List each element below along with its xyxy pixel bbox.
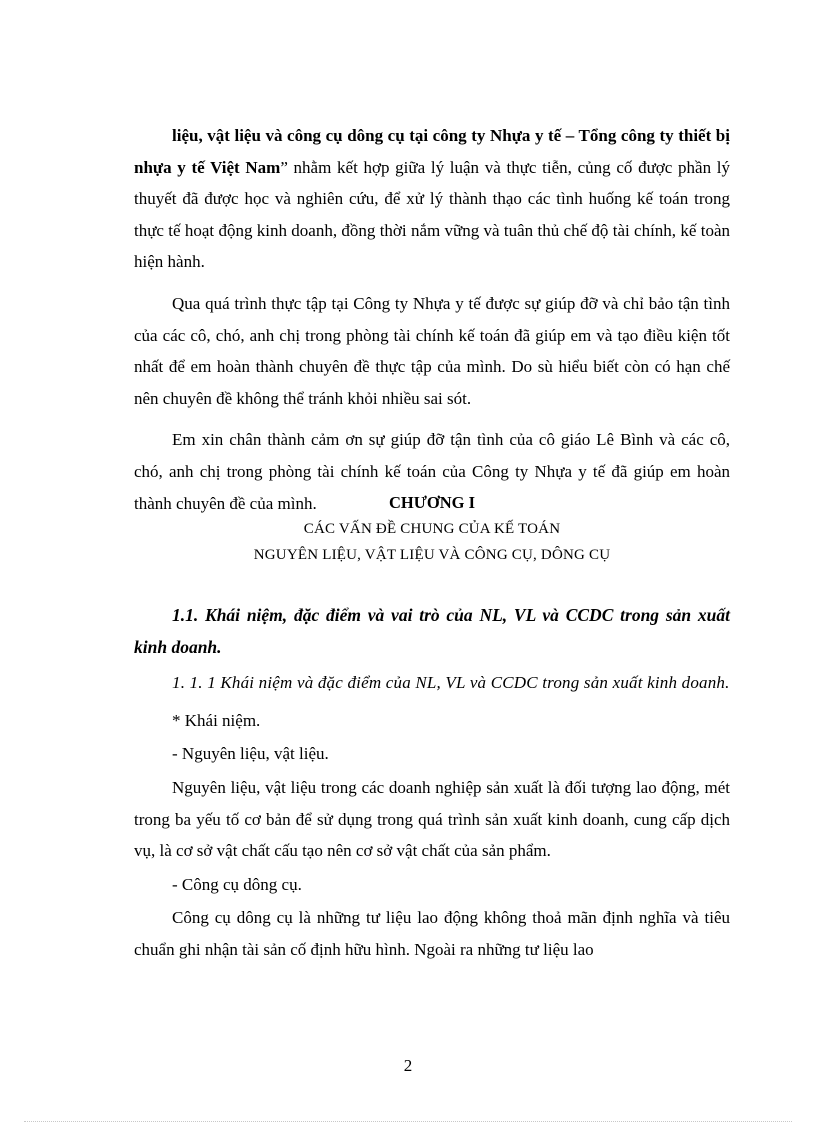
section-content-block xyxy=(134,600,730,968)
paragraph-intro-1-bold: liệu, vật liệu và công cụ dông cụ tại công ty Nhựa y tế – Tổng công ty thiết bị nhựa y tế Việt Nam xyxy=(134,126,730,177)
intro-text-block xyxy=(134,120,730,529)
item-tools: - Công cụ dông cụ. xyxy=(172,874,302,894)
paragraph-materials: Nguyên liệu, vật liệu trong các doanh nghiệp sản xuất là đối tượng lao động, mét trong ba yếu tố cơ bản để sử dụng trong quá trình sản xuất kinh doanh, cung cấp dịch vụ, là cơ sở vật chất cấu tạo nên cơ sở vật chất của sản phẩm. xyxy=(134,777,730,861)
page-bottom-divider xyxy=(24,1121,792,1122)
subsection-title: 1. 1. 1 Khái niệm và đặc điểm của NL, VL và CCDC trong sản xuất kinh doanh. xyxy=(172,673,730,693)
chapter-title: CHƯƠNG I xyxy=(388,493,475,512)
chapter-subtitle-line-2: NGUYÊN LIỆU, VẬT LIỆU VÀ CÔNG CỤ, DÔNG CỤ xyxy=(253,547,611,563)
paragraph-intro-1 xyxy=(134,120,730,278)
chapter-subtitle-line-1: CÁC VẤN ĐỀ CHUNG CỦA KẾ TOÁN xyxy=(303,521,561,537)
chapter-heading xyxy=(134,490,730,568)
item-concept: * Khái niệm. xyxy=(172,710,261,730)
paragraph-intro-1-rest: ” nhằm kết hợp giữa lý luận và thực tiễn, củng cố được phần lý thuyết đã được học và nghiên cứu, để xử lý thành thạo các tình huống kế toán trong thực tế hoạt động kinh doanh, đồng thời nắm vững và tuân thủ chế độ tài chính, kế toàn hiện hành. xyxy=(134,157,730,272)
paragraph-tools: Công cụ dông cụ là những tư liệu lao động không thoả mãn định nghĩa và tiêu chuẩn ghi nhận tài sản cố định hữu hình. Ngoài ra những tư liệu lao xyxy=(134,908,730,959)
page-number: 2 xyxy=(403,1056,413,1075)
section-title: 1.1. Khái niệm, đặc điểm và vai trò của NL, VL và CCDC trong sản xuất kinh doanh. xyxy=(134,605,730,657)
paragraph-intro-3: Em xin chân thành cảm ơn sự giúp đỡ tận tình của cô giáo Lê Bình và các cô, chó, anh chị trong phòng tài chính kế toán của Công ty Nhựa y tế đã giúp em hoàn thành chuyên đề của mình. xyxy=(134,430,730,513)
item-materials: - Nguyên liệu, vật liệu. xyxy=(172,744,329,764)
paragraph-intro-2: Qua quá trình thực tập tại Công ty Nhựa y tế được sự giúp đỡ và chỉ bảo tận tình của các cô, chó, anh chị trong phòng tài chính kế toán đã giúp em và tạo điều kiện tốt nhất để em hoàn thành chuyên đề thực tập của mình. Do sù hiểu biết còn có hạn chế nên chuyên đề không thể tránh khỏi nhiều sai sót. xyxy=(134,293,730,408)
